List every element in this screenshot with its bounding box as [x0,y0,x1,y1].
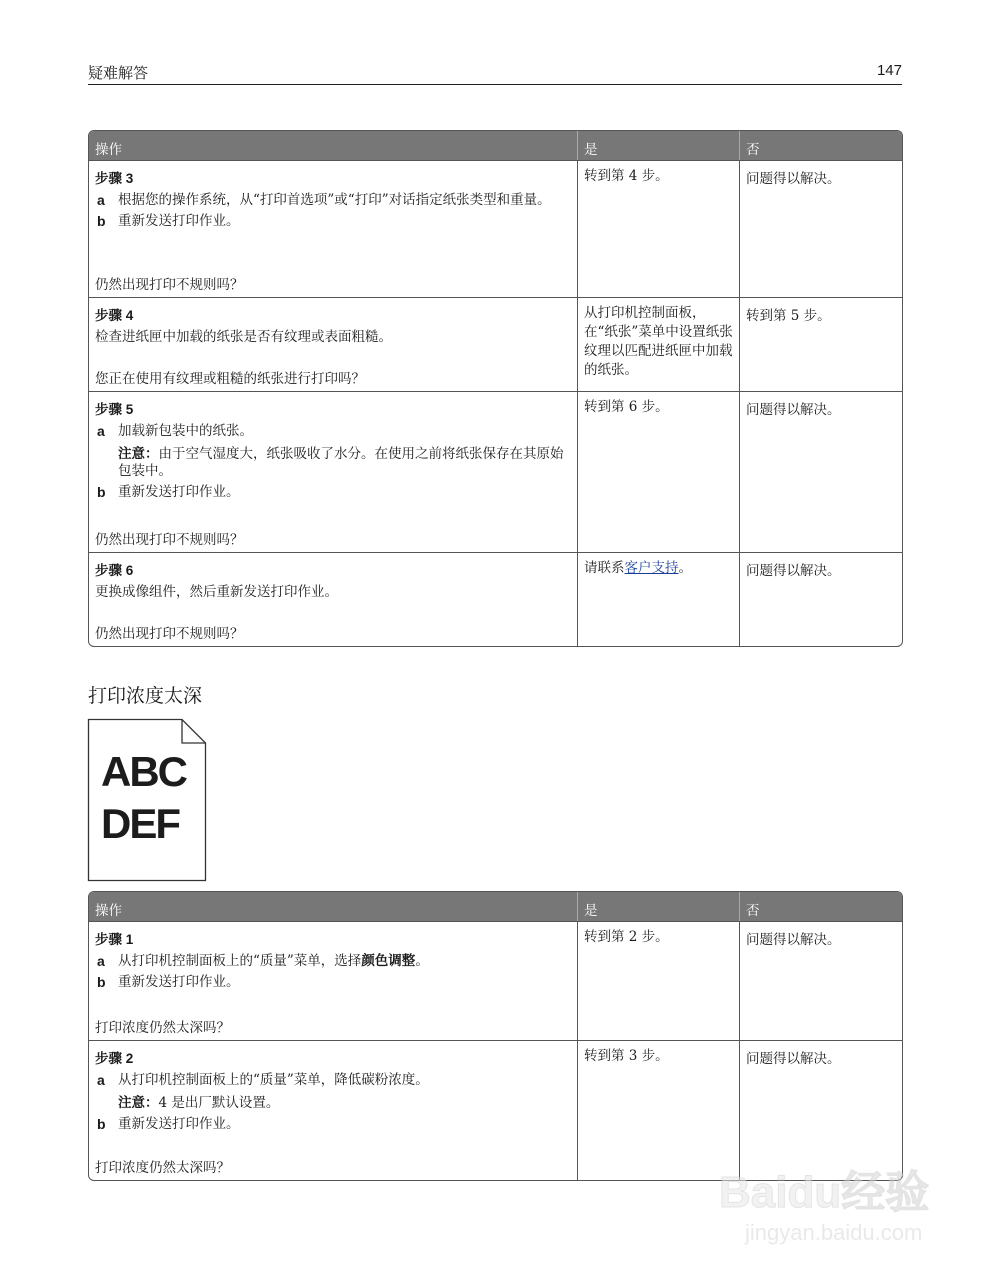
yes-cell: 从打印机控制面板，在“纸张”菜单中设置纸张纹理以匹配进纸匣中加载的纸张。 [577,298,739,391]
step-question: 仍然出现打印不规则吗？ [95,277,244,293]
list-item [95,973,571,991]
item-text-prefix: 从打印机控制面板上的“质量”菜单，选择 [118,953,362,969]
action-cell [89,553,577,646]
table-row [89,297,902,391]
step-title: 步骤 1 [95,932,134,947]
sample-text-line-1: ABC [101,748,186,795]
section-heading: 打印浓度太深 [88,685,203,707]
list-item [95,422,571,440]
troubleshooting-table-1 [88,130,903,647]
note-label: 注意： [118,1095,159,1111]
item-letter: a [97,192,105,208]
list-item [95,212,571,230]
item-letter: a [97,1072,105,1088]
step-title: 步骤 2 [95,1051,134,1066]
step-question: 仍然出现打印不规则吗？ [95,626,244,642]
item-letter: a [97,953,105,969]
step-question: 打印浓度仍然太深吗？ [95,1020,230,1036]
item-text: 根据您的操作系统，从“打印首选项”或“打印”对话指定纸张类型和重量。 [118,192,551,208]
watermark-logo-text: Baidu经验 [719,1168,930,1217]
action-cell [89,392,577,552]
step-question: 您正在使用有纹理或粗糙的纸张进行打印吗？ [95,371,365,387]
item-text: 重新发送打印作业。 [118,1116,240,1132]
item-text: 重新发送打印作业。 [118,974,240,990]
item-text: 重新发送打印作业。 [118,484,240,500]
yes-prefix: 请联系 [584,560,625,576]
no-cell: 问题得以解决。 [739,392,902,552]
item-text [118,952,571,970]
note [118,446,571,480]
no-cell: 问题得以解决。 [739,922,902,1040]
note-text: 4 是出厂默认设置。 [158,1095,280,1111]
table-row [89,160,902,297]
watermark-url: jingyan.baidu.com [745,1220,923,1245]
customer-support-link[interactable]: 客户支持 [624,560,679,576]
yes-suffix: 。 [678,560,692,576]
no-cell: 问题得以解决。 [739,553,902,646]
action-cell [89,922,577,1040]
yes-cell: 转到第 3 步。 [577,1041,739,1180]
table-row [89,921,902,1040]
table-row [89,391,902,552]
action-cell [89,1041,577,1180]
no-cell: 问题得以解决。 [739,161,902,297]
item-text-bold: 颜色调整 [361,953,416,969]
header-yes: 是 [577,892,739,921]
page-header [88,62,902,85]
header-action: 操作 [95,903,122,919]
step-question: 打印浓度仍然太深吗？ [95,1160,230,1176]
dark-print-illustration [87,718,207,882]
item-text: 加载新包装中的纸张。 [118,423,253,439]
note-text: 由于空气湿度大，纸张吸收了水分。在使用之前将纸张保存在其原始包装中。 [118,446,564,479]
item-letter: b [97,1116,106,1132]
step-text: 更换成像组件，然后重新发送打印作业。 [95,584,338,600]
section-title-header: 疑难解答 [88,64,149,82]
item-text: 重新发送打印作业。 [118,213,240,229]
yes-cell: 转到第 4 步。 [577,161,739,297]
yes-cell [577,553,739,646]
note [118,1095,571,1112]
header-yes: 是 [577,131,739,160]
table-row [89,552,902,646]
item-letter: b [97,974,106,990]
note-label: 注意： [118,446,159,462]
item-letter: b [97,213,106,229]
troubleshooting-table-2 [88,891,903,1181]
baidu-watermark [687,1146,937,1256]
table-header [89,131,902,160]
list-item [95,952,571,970]
step-title: 步骤 6 [95,563,134,578]
header-no: 否 [739,131,902,160]
step-title: 步骤 3 [95,171,134,186]
step-text: 检查进纸匣中加载的纸张是否有纹理或表面粗糙。 [95,329,392,345]
yes-cell: 转到第 2 步。 [577,922,739,1040]
list-item [95,483,571,501]
step-title: 步骤 5 [95,402,134,417]
item-letter: b [97,484,106,500]
sample-text-line-2: DEF [101,800,179,847]
yes-cell: 转到第 6 步。 [577,392,739,552]
no-cell: 问题得以解决。 [739,1041,902,1180]
action-cell [89,298,577,391]
page-number: 147 [876,62,902,79]
header-no: 否 [739,892,902,921]
action-cell [89,161,577,297]
table-header [89,892,902,921]
item-letter: a [97,423,105,439]
step-title: 步骤 4 [95,308,134,323]
no-cell: 转到第 5 步。 [739,298,902,391]
list-item [95,1115,571,1133]
item-text: 从打印机控制面板上的“质量”菜单，降低碳粉浓度。 [118,1072,429,1088]
header-action: 操作 [95,142,122,158]
step-question: 仍然出现打印不规则吗？ [95,532,244,548]
list-item [95,1071,571,1089]
list-item [95,191,571,209]
item-text-suffix: 。 [415,953,429,969]
